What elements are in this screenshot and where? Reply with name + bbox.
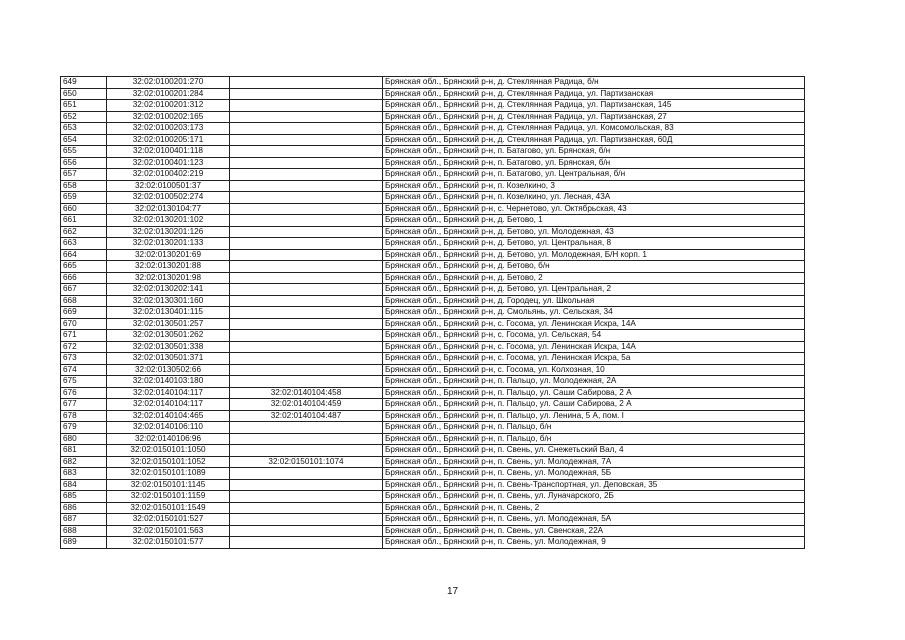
cadastral-number-cell: 32:02:0130201:126 [107, 226, 230, 238]
related-cadastral-number-cell [230, 272, 383, 284]
address-cell: Брянская обл., Брянский р-н, с. Госома, ул. Ленинская Искра, 14А [383, 341, 805, 353]
row-number-cell: 670 [61, 318, 107, 330]
page-number: 17 [446, 586, 459, 597]
address-cell: Брянская обл., Брянский р-н, с. Госома, ул. Ленинская Искра, 14А [383, 318, 805, 330]
cadastral-number-cell: 32:02:0150101:563 [107, 525, 230, 537]
table-row [61, 376, 805, 388]
address-cell: Брянская обл., Брянский р-н, п. Пальцо, ул. Саши Сабирова, 2 А [383, 387, 805, 399]
table-row [61, 399, 805, 411]
related-cadastral-number-cell [230, 318, 383, 330]
address-cell: Брянская обл., Брянский р-н, д. Бетово, б/н [383, 261, 805, 273]
table-row [61, 88, 805, 100]
cadastral-number-cell: 32:02:0150101:1549 [107, 502, 230, 514]
related-cadastral-number-cell [230, 525, 383, 537]
address-cell: Брянская обл., Брянский р-н, д. Бетово, ул. Молодежная, 43 [383, 226, 805, 238]
related-cadastral-number-cell [230, 249, 383, 261]
table-row [61, 341, 805, 353]
row-number-cell: 661 [61, 215, 107, 227]
cadastral-number-cell: 32:02:0130501:257 [107, 318, 230, 330]
cadastral-number-cell: 32:02:0140104:465 [107, 410, 230, 422]
address-cell: Брянская обл., Брянский р-н, п. Свень, ул. Молодежная, 5Б [383, 468, 805, 480]
address-cell: Брянская обл., Брянский р-н, п. Батагово, ул. Центральная, б/н [383, 169, 805, 181]
cadastral-number-cell: 32:02:0100201:312 [107, 100, 230, 112]
row-number-cell: 677 [61, 399, 107, 411]
cadastral-number-cell: 32:02:0130201:88 [107, 261, 230, 273]
row-number-cell: 683 [61, 468, 107, 480]
related-cadastral-number-cell: 32:02:0140104:458 [230, 387, 383, 399]
cadastral-number-cell: 32:02:0100502:274 [107, 192, 230, 204]
table-row [61, 295, 805, 307]
cadastral-number-cell: 32:02:0130201:133 [107, 238, 230, 250]
cadastral-number-cell: 32:02:0100401:123 [107, 157, 230, 169]
address-cell: Брянская обл., Брянский р-н, п. Свень, ул. Луначарского, 2Б [383, 491, 805, 503]
cadastral-number-cell: 32:02:0130501:371 [107, 353, 230, 365]
row-number-cell: 657 [61, 169, 107, 181]
row-number-cell: 688 [61, 525, 107, 537]
related-cadastral-number-cell [230, 364, 383, 376]
cadastral-number-cell: 32:02:0140104:117 [107, 399, 230, 411]
table-row [61, 502, 805, 514]
cadastral-number-cell: 32:02:0140106:96 [107, 433, 230, 445]
related-cadastral-number-cell: 32:02:0140104:459 [230, 399, 383, 411]
related-cadastral-number-cell [230, 502, 383, 514]
address-cell: Брянская обл., Брянский р-н, п. Пальцо, б/н [383, 433, 805, 445]
address-cell: Брянская обл., Брянский р-н, п. Козелкино, 3 [383, 180, 805, 192]
address-cell: Брянская обл., Брянский р-н, п. Свень, ул. Молодежная, 9 [383, 537, 805, 549]
cadastral-number-cell: 32:02:0130202:141 [107, 284, 230, 296]
table-row [61, 180, 805, 192]
address-cell: Брянская обл., Брянский р-н, д. Смольянь, ул. Сельская, 34 [383, 307, 805, 319]
row-number-cell: 666 [61, 272, 107, 284]
table-row [61, 433, 805, 445]
table-row [61, 261, 805, 273]
related-cadastral-number-cell [230, 192, 383, 204]
related-cadastral-number-cell [230, 537, 383, 549]
cadastral-number-cell: 32:02:0130502:66 [107, 364, 230, 376]
related-cadastral-number-cell: 32:02:0140104:487 [230, 410, 383, 422]
address-cell: Брянская обл., Брянский р-н, д. Стеклянная Радица, ул. Партизанская [383, 88, 805, 100]
row-number-cell: 653 [61, 123, 107, 135]
related-cadastral-number-cell [230, 514, 383, 526]
row-number-cell: 684 [61, 479, 107, 491]
table-row [61, 525, 805, 537]
address-cell: Брянская обл., Брянский р-н, п. Свень, 2 [383, 502, 805, 514]
table-row [61, 364, 805, 376]
related-cadastral-number-cell [230, 180, 383, 192]
table-row [61, 192, 805, 204]
row-number-cell: 659 [61, 192, 107, 204]
row-number-cell: 678 [61, 410, 107, 422]
related-cadastral-number-cell [230, 226, 383, 238]
table-row [61, 468, 805, 480]
row-number-cell: 673 [61, 353, 107, 365]
cadastral-number-cell: 32:02:0140106:110 [107, 422, 230, 434]
row-number-cell: 649 [61, 77, 107, 89]
table-row [61, 100, 805, 112]
address-cell: Брянская обл., Брянский р-н, д. Бетово, ул. Центральная, 8 [383, 238, 805, 250]
table-row [61, 318, 805, 330]
related-cadastral-number-cell [230, 169, 383, 181]
cadastral-number-cell: 32:02:0100205:171 [107, 134, 230, 146]
row-number-cell: 687 [61, 514, 107, 526]
cadastral-number-cell: 32:02:0140103:180 [107, 376, 230, 388]
address-cell: Брянская обл., Брянский р-н, с. Чернетово, ул. Октябрьская, 43 [383, 203, 805, 215]
table-row [61, 249, 805, 261]
table-row [61, 157, 805, 169]
address-cell: Брянская обл., Брянский р-н, д. Бетово, 2 [383, 272, 805, 284]
related-cadastral-number-cell [230, 284, 383, 296]
table-row [61, 123, 805, 135]
row-number-cell: 680 [61, 433, 107, 445]
row-number-cell: 655 [61, 146, 107, 158]
row-number-cell: 665 [61, 261, 107, 273]
row-number-cell: 671 [61, 330, 107, 342]
table-row [61, 537, 805, 549]
row-number-cell: 675 [61, 376, 107, 388]
cadastral-number-cell: 32:02:0150101:577 [107, 537, 230, 549]
row-number-cell: 658 [61, 180, 107, 192]
table-row [61, 284, 805, 296]
related-cadastral-number-cell [230, 376, 383, 388]
cadastral-number-cell: 32:02:0150101:1145 [107, 479, 230, 491]
related-cadastral-number-cell [230, 353, 383, 365]
address-cell: Брянская обл., Брянский р-н, д. Стеклянная Радица, ул. Комсомольская, 83 [383, 123, 805, 135]
table-row [61, 353, 805, 365]
related-cadastral-number-cell [230, 341, 383, 353]
cadastral-number-cell: 32:02:0100203:173 [107, 123, 230, 135]
row-number-cell: 663 [61, 238, 107, 250]
row-number-cell: 662 [61, 226, 107, 238]
table-row [61, 456, 805, 468]
cadastral-number-cell: 32:02:0150101:1052 [107, 456, 230, 468]
cadastral-number-cell: 32:02:0150101:1050 [107, 445, 230, 457]
cadastral-number-cell: 32:02:0100201:284 [107, 88, 230, 100]
table-row [61, 445, 805, 457]
address-cell: Брянская обл., Брянский р-н, п. Козелкино, ул. Лесная, 43А [383, 192, 805, 204]
related-cadastral-number-cell [230, 479, 383, 491]
address-cell: Брянская обл., Брянский р-н, д. Бетово, ул. Молодежная, Б/Н корп. 1 [383, 249, 805, 261]
table-row [61, 134, 805, 146]
row-number-cell: 669 [61, 307, 107, 319]
row-number-cell: 672 [61, 341, 107, 353]
row-number-cell: 674 [61, 364, 107, 376]
cadastral-number-cell: 32:02:0140104:117 [107, 387, 230, 399]
table-row [61, 307, 805, 319]
row-number-cell: 685 [61, 491, 107, 503]
row-number-cell: 667 [61, 284, 107, 296]
address-cell: Брянская обл., Брянский р-н, п. Свень-Транспортная, ул. Деповская, 35 [383, 479, 805, 491]
table-row [61, 146, 805, 158]
cadastral-number-cell: 32:02:0150101:1089 [107, 468, 230, 480]
related-cadastral-number-cell [230, 295, 383, 307]
address-cell: Брянская обл., Брянский р-н, п. Пальцо, ул. Ленина, 5 А, пом. I [383, 410, 805, 422]
table-row [61, 514, 805, 526]
row-number-cell: 679 [61, 422, 107, 434]
row-number-cell: 660 [61, 203, 107, 215]
row-number-cell: 650 [61, 88, 107, 100]
row-number-cell: 682 [61, 456, 107, 468]
related-cadastral-number-cell [230, 422, 383, 434]
table-row [61, 226, 805, 238]
related-cadastral-number-cell [230, 307, 383, 319]
cadastral-number-cell: 32:02:0100501:37 [107, 180, 230, 192]
table-row [61, 169, 805, 181]
table-row [61, 410, 805, 422]
address-cell: Брянская обл., Брянский р-н, п. Пальцо, ул. Саши Сабирова, 2 А [383, 399, 805, 411]
address-cell: Брянская обл., Брянский р-н, п. Пальцо, ул. Молодежная, 2А [383, 376, 805, 388]
address-cell: Брянская обл., Брянский р-н, д. Стеклянная Радица, ул. Партизанская, 27 [383, 111, 805, 123]
address-cell: Брянская обл., Брянский р-н, д. Стеклянная Радица, ул. Партизанская, 145 [383, 100, 805, 112]
cadastral-number-cell: 32:02:0130301:160 [107, 295, 230, 307]
related-cadastral-number-cell [230, 88, 383, 100]
cadastral-number-cell: 32:02:0150101:1159 [107, 491, 230, 503]
table-row [61, 479, 805, 491]
related-cadastral-number-cell [230, 330, 383, 342]
address-cell: Брянская обл., Брянский р-н, д. Бетово, 1 [383, 215, 805, 227]
row-number-cell: 656 [61, 157, 107, 169]
cadastral-number-cell: 32:02:0100202:165 [107, 111, 230, 123]
row-number-cell: 686 [61, 502, 107, 514]
related-cadastral-number-cell [230, 157, 383, 169]
cadastral-number-cell: 32:02:0130201:102 [107, 215, 230, 227]
cadastral-number-cell: 32:02:0130501:262 [107, 330, 230, 342]
related-cadastral-number-cell [230, 215, 383, 227]
address-cell: Брянская обл., Брянский р-н, с. Госома, ул. Колхозная, 10 [383, 364, 805, 376]
row-number-cell: 651 [61, 100, 107, 112]
related-cadastral-number-cell [230, 111, 383, 123]
table-row [61, 203, 805, 215]
table-row [61, 77, 805, 89]
table-row [61, 330, 805, 342]
related-cadastral-number-cell [230, 134, 383, 146]
table-row [61, 422, 805, 434]
related-cadastral-number-cell [230, 203, 383, 215]
related-cadastral-number-cell [230, 238, 383, 250]
cadastral-number-cell: 32:02:0100402:219 [107, 169, 230, 181]
table-row [61, 111, 805, 123]
row-number-cell: 676 [61, 387, 107, 399]
address-cell: Брянская обл., Брянский р-н, п. Свень, ул. Снежетьский Вал, 4 [383, 445, 805, 457]
address-cell: Брянская обл., Брянский р-н, п. Пальцо, б/н [383, 422, 805, 434]
address-cell: Брянская обл., Брянский р-н, п. Батагово, ул. Брянская, б/н [383, 157, 805, 169]
related-cadastral-number-cell [230, 445, 383, 457]
related-cadastral-number-cell [230, 433, 383, 445]
address-cell: Брянская обл., Брянский р-н, с. Госома, ул. Ленинская Искра, 5а [383, 353, 805, 365]
row-number-cell: 689 [61, 537, 107, 549]
related-cadastral-number-cell [230, 468, 383, 480]
address-cell: Брянская обл., Брянский р-н, д. Городец, ул. Школьная [383, 295, 805, 307]
address-cell: Брянская обл., Брянский р-н, п. Свень, ул. Молодежная, 7А [383, 456, 805, 468]
cadastral-number-cell: 32:02:0100401:118 [107, 146, 230, 158]
table-row [61, 215, 805, 227]
address-cell: Брянская обл., Брянский р-н, д. Стеклянная Радица, ул. Партизанская, 60Д [383, 134, 805, 146]
address-cell: Брянская обл., Брянский р-н, п. Свень, ул. Свенская, 22А [383, 525, 805, 537]
address-cell: Брянская обл., Брянский р-н, с. Госома, ул. Сельская, 54 [383, 330, 805, 342]
related-cadastral-number-cell [230, 123, 383, 135]
row-number-cell: 652 [61, 111, 107, 123]
related-cadastral-number-cell: 32:02:0150101:1074 [230, 456, 383, 468]
cadastral-number-cell: 32:02:0130401:115 [107, 307, 230, 319]
table-row [61, 238, 805, 250]
address-cell: Брянская обл., Брянский р-н, д. Стеклянная Радица, б/н [383, 77, 805, 89]
related-cadastral-number-cell [230, 77, 383, 89]
registry-table-body [61, 77, 805, 549]
row-number-cell: 668 [61, 295, 107, 307]
related-cadastral-number-cell [230, 146, 383, 158]
cadastral-number-cell: 32:02:0130201:69 [107, 249, 230, 261]
row-number-cell: 681 [61, 445, 107, 457]
cadastral-number-cell: 32:02:0150101:527 [107, 514, 230, 526]
table-row [61, 387, 805, 399]
related-cadastral-number-cell [230, 491, 383, 503]
cadastral-number-cell: 32:02:0130104:77 [107, 203, 230, 215]
address-cell: Брянская обл., Брянский р-н, п. Свень, ул. Молодежная, 5А [383, 514, 805, 526]
row-number-cell: 664 [61, 249, 107, 261]
registry-table [60, 76, 805, 549]
related-cadastral-number-cell [230, 261, 383, 273]
cadastral-number-cell: 32:02:0130501:338 [107, 341, 230, 353]
row-number-cell: 654 [61, 134, 107, 146]
address-cell: Брянская обл., Брянский р-н, д. Бетово, ул. Центральная, 2 [383, 284, 805, 296]
related-cadastral-number-cell [230, 100, 383, 112]
table-row [61, 491, 805, 503]
address-cell: Брянская обл., Брянский р-н, п. Батагово, ул. Брянская, б/н [383, 146, 805, 158]
cadastral-number-cell: 32:02:0100201:270 [107, 77, 230, 89]
table-row [61, 272, 805, 284]
cadastral-number-cell: 32:02:0130201:98 [107, 272, 230, 284]
